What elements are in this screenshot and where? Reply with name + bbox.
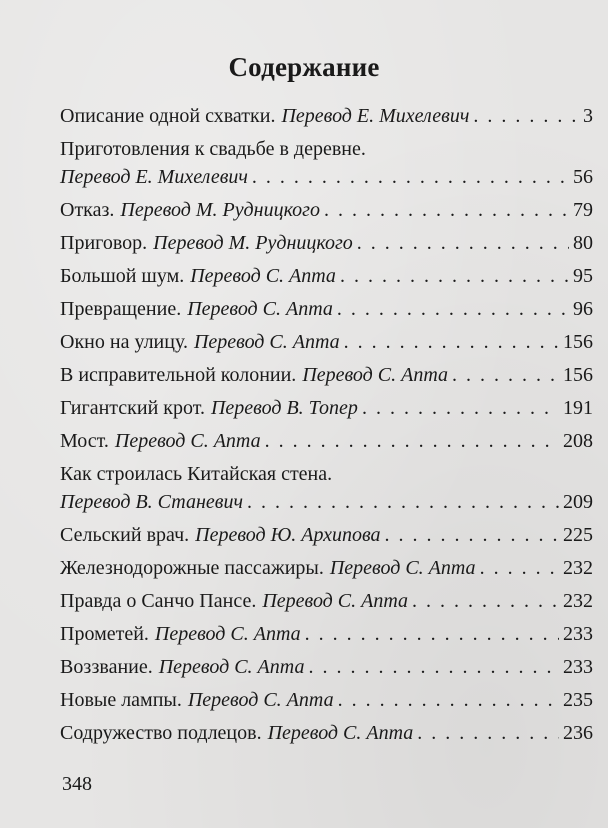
toc-translator: Перевод В. Топер <box>210 397 358 419</box>
toc-work-title: Окно на улицу. <box>60 331 188 353</box>
toc-work-title: Большой шум. <box>60 265 185 287</box>
dot-leader <box>252 163 569 191</box>
toc-entry <box>60 295 593 323</box>
toc-work-title: Новые лампы. <box>60 689 182 711</box>
toc-page-number: 233 <box>563 656 593 678</box>
toc-translator: Перевод М. Рудницкого <box>153 232 353 254</box>
toc-translator: Перевод Е. Михелевич <box>60 166 248 188</box>
toc-translator: Перевод С. Апта <box>329 557 476 579</box>
toc-entry <box>60 427 593 455</box>
page-title: Содержание <box>228 52 380 82</box>
dot-leader <box>340 262 569 290</box>
toc-page-number: 191 <box>563 397 593 419</box>
toc-translator: Перевод С. Апта <box>262 590 409 612</box>
toc-page-number: 96 <box>573 298 593 320</box>
toc-translator: Перевод С. Апта <box>267 722 414 744</box>
toc-page-number: 208 <box>563 430 593 452</box>
toc-work-title: Приготовления к свадьбе в деревне. <box>60 138 366 160</box>
dot-leader <box>337 295 569 323</box>
dot-leader <box>385 521 560 549</box>
toc-translator: Перевод С. Апта <box>190 265 336 287</box>
toc-entry <box>60 328 593 356</box>
dot-leader <box>305 620 559 648</box>
toc-work-title: Превращение. <box>60 298 182 320</box>
toc-page-number: 209 <box>563 491 593 513</box>
dot-leader <box>357 229 569 257</box>
toc-translator: Перевод С. Апта <box>193 331 340 353</box>
toc-translator: Перевод С. Апта <box>158 656 305 678</box>
toc-entry <box>60 361 593 389</box>
toc-translator: Перевод С. Апта <box>187 298 333 320</box>
toc-entry <box>60 135 593 191</box>
table-of-contents <box>60 102 593 752</box>
toc-page-number: 232 <box>563 590 593 612</box>
toc-entry <box>60 620 593 648</box>
dot-leader <box>417 719 559 747</box>
toc-work-title: Гигантский крот. <box>60 397 205 419</box>
toc-entry <box>60 394 593 422</box>
toc-translator: Перевод М. Рудницкого <box>120 199 320 221</box>
toc-work-title: Сельский врач. <box>60 524 190 546</box>
toc-page-number: 56 <box>573 166 593 188</box>
toc-page-number: 235 <box>563 689 593 711</box>
toc-translator: Перевод С. Апта <box>187 689 334 711</box>
dot-leader <box>412 587 559 615</box>
toc-page-number: 156 <box>563 331 593 353</box>
page-number-footer: 348 <box>62 773 92 795</box>
toc-translator: Перевод С. Апта <box>302 364 449 386</box>
toc-page-number: 233 <box>563 623 593 645</box>
toc-entry <box>60 102 593 130</box>
toc-page-number: 3 <box>583 105 593 127</box>
toc-entry <box>60 460 593 516</box>
toc-work-title: Отказ. <box>60 199 115 221</box>
toc-translator: Перевод Ю. Архипова <box>195 524 381 546</box>
toc-page-number: 80 <box>573 232 593 254</box>
toc-page-number: 236 <box>563 722 593 744</box>
toc-page-number: 232 <box>563 557 593 579</box>
toc-translator: Перевод С. Апта <box>114 430 261 452</box>
dot-leader <box>344 328 559 356</box>
toc-translator: Перевод Е. Михелевич <box>281 105 470 127</box>
toc-work-title: Мост. <box>60 430 109 452</box>
toc-work-title: Описание одной схватки. <box>60 105 276 127</box>
dot-leader <box>324 196 569 224</box>
toc-work-title: Прометей. <box>60 623 149 645</box>
toc-work-title: Железнодорожные пассажиры. <box>60 557 324 579</box>
toc-page-number: 95 <box>573 265 593 287</box>
dot-leader <box>473 102 579 130</box>
dot-leader <box>362 394 559 422</box>
toc-entry <box>60 229 593 257</box>
toc-page-number: 225 <box>563 524 593 546</box>
dot-leader <box>308 653 559 681</box>
toc-work-title: Правда о Санчо Пансе. <box>60 590 257 612</box>
dot-leader <box>452 361 559 389</box>
toc-work-title: В исправительной колонии. <box>60 364 297 386</box>
toc-entry <box>60 521 593 549</box>
toc-translator: Перевод С. Апта <box>154 623 301 645</box>
toc-entry <box>60 196 593 224</box>
toc-page-number: 156 <box>563 364 593 386</box>
toc-entry <box>60 686 593 714</box>
toc-entry <box>60 262 593 290</box>
toc-translator: Перевод В. Станевич <box>60 491 244 513</box>
dot-leader <box>480 554 559 582</box>
dot-leader <box>265 427 559 455</box>
toc-entry <box>60 719 593 747</box>
toc-entry <box>60 653 593 681</box>
toc-entry <box>60 554 593 582</box>
dot-leader <box>247 488 559 516</box>
toc-work-title: Приговор. <box>60 232 148 254</box>
toc-page-number: 79 <box>573 199 593 221</box>
dot-leader <box>338 686 559 714</box>
toc-work-title: Как строилась Китайская стена. <box>60 463 333 485</box>
toc-work-title: Содружество подлецов. <box>60 722 262 744</box>
toc-work-title: Воззвание. <box>60 656 153 678</box>
toc-entry <box>60 587 593 615</box>
